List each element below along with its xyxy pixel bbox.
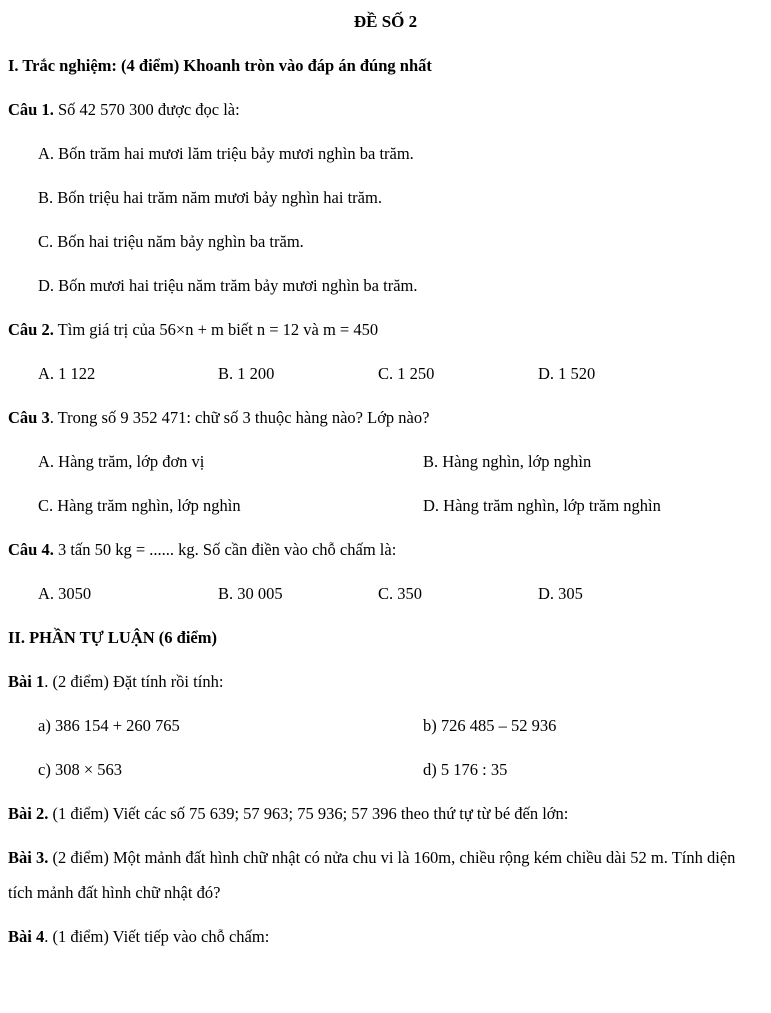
question-1-stem — [8, 92, 763, 127]
question-2-stem — [8, 312, 763, 347]
section-1-heading: I. Trắc nghiệm: (4 điểm) Khoanh tròn vào đáp án đúng nhất — [8, 56, 432, 75]
question-1 — [8, 92, 763, 303]
question-1-option-a: A. Bốn trăm hai mươi lăm triệu bảy mươi nghìn ba trăm. — [38, 144, 414, 163]
question-2-option-d: D. 1 520 — [538, 364, 596, 383]
page-title: ĐỀ SỐ 2 — [353, 12, 418, 31]
question-3-option-c: C. Hàng trăm nghìn, lớp nghìn — [38, 496, 241, 515]
problem-4-text: . (1 điểm) Viết tiếp vào chỗ chấm: — [44, 927, 270, 946]
question-4-text: 3 tấn 50 kg = ...... kg. Số cần điền vào chỗ chấm là: — [53, 540, 397, 559]
question-4-option-b: B. 30 005 — [218, 584, 283, 603]
problem-1-label: Bài 1 — [8, 672, 45, 691]
question-1-text: Số 42 570 300 được đọc là: — [53, 100, 240, 119]
problem-2-label: Bài 2. — [8, 804, 49, 823]
problem-1-stem — [8, 664, 763, 699]
problem-1-items-row-2 — [8, 752, 763, 787]
section-2-heading: II. PHẦN TỰ LUẬN (6 điểm) — [8, 628, 217, 647]
question-4-label: Câu 4. — [8, 540, 54, 559]
question-4 — [8, 532, 763, 611]
problem-1-item-a: a) 386 154 + 260 765 — [38, 716, 180, 735]
question-2-label: Câu 2. — [8, 320, 54, 339]
question-3-options-row-2 — [8, 488, 763, 523]
question-1-option-d: D. Bốn mươi hai triệu năm trăm bảy mươi nghìn ba trăm. — [38, 276, 418, 295]
question-3-options-row-1 — [8, 444, 763, 479]
question-2 — [8, 312, 763, 391]
question-2-options-row — [8, 356, 763, 391]
problem-4-label: Bài 4 — [8, 927, 45, 946]
question-1-option-c: C. Bốn hai triệu năm bảy nghìn ba trăm. — [38, 232, 304, 251]
problem-1-item-d: d) 5 176 : 35 — [423, 760, 508, 779]
question-3-stem — [8, 400, 763, 435]
problem-4-stem — [8, 919, 763, 954]
question-1-option-b: B. Bốn triệu hai trăm năm mươi bảy nghìn hai trăm. — [38, 188, 382, 207]
question-3-option-a: A. Hàng trăm, lớp đơn vị — [38, 452, 205, 471]
question-2-text: Tìm giá trị của 56×n + m biết n = 12 và m = 450 — [53, 320, 379, 339]
problem-2-text: (1 điểm) Viết các số 75 639; 57 963; 75 936; 57 396 theo thứ tự từ bé đến lớn: — [48, 804, 569, 823]
question-4-option-c: C. 350 — [378, 584, 423, 603]
problem-3-label: Bài 3. — [8, 848, 49, 867]
question-2-option-a: A. 1 122 — [38, 364, 96, 383]
problem-3-stem — [8, 840, 763, 910]
question-3 — [8, 400, 763, 523]
problem-3-text: (2 điểm) Một mảnh đất hình chữ nhật có nửa chu vi là 160m, chiều rộng kém chiều dài 52 m. Tính diện tích mảnh đất hình chữ nhật đó? — [8, 848, 736, 902]
problem-1-items-row-1 — [8, 708, 763, 743]
question-3-text: . Trong số 9 352 471: chữ số 3 thuộc hàng nào? Lớp nào? — [49, 408, 430, 427]
question-2-option-c: C. 1 250 — [378, 364, 435, 383]
problem-1-item-c: c) 308 × 563 — [38, 760, 122, 779]
question-3-option-b: B. Hàng nghìn, lớp nghìn — [423, 452, 592, 471]
problem-1-text: . (2 điểm) Đặt tính rồi tính: — [44, 672, 224, 691]
question-1-label: Câu 1. — [8, 100, 54, 119]
question-4-stem — [8, 532, 763, 567]
problem-1-item-b: b) 726 485 – 52 936 — [423, 716, 557, 735]
question-3-option-d: D. Hàng trăm nghìn, lớp trăm nghìn — [423, 496, 661, 515]
question-4-option-d: D. 305 — [538, 584, 583, 603]
problem-1 — [8, 664, 763, 787]
question-2-option-b: B. 1 200 — [218, 364, 275, 383]
question-4-options-row — [8, 576, 763, 611]
question-3-label: Câu 3 — [8, 408, 50, 427]
question-4-option-a: A. 3050 — [38, 584, 92, 603]
problem-2-stem — [8, 796, 763, 831]
